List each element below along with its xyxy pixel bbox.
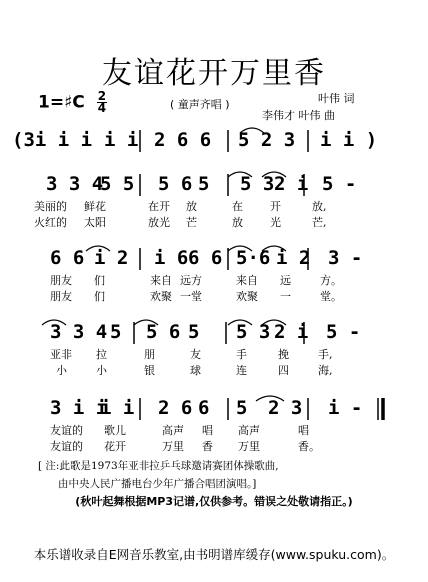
intro-measure-1: (3i i i: [12, 129, 93, 151]
lyric-4a-4: 唱: [202, 424, 213, 437]
intro-measure-4: i i ): [320, 129, 378, 151]
row1-note-6: 2 i: [274, 173, 309, 195]
lyric-4b-3: 万里: [162, 440, 184, 453]
lyric-3a-6: 挽: [278, 348, 289, 361]
lyric-1b-2: 太阳: [84, 216, 106, 229]
row1-note-2: 5 5: [100, 173, 135, 195]
time-signature-bottom: 4: [97, 101, 107, 115]
row2-note-2: i 2: [94, 247, 129, 269]
lyric-4b-1: 友谊的: [50, 440, 83, 453]
row1-note-3: 5 6: [158, 173, 193, 195]
row3-note-3: 5 6: [146, 321, 181, 343]
lyric-2a-3: 来自: [150, 274, 172, 287]
lyric-4a-5: 高声: [238, 424, 260, 437]
row4-note-1: 3 i i: [50, 397, 108, 419]
row3-note-2: 5: [110, 321, 122, 343]
lyric-1b-6: 光: [270, 216, 281, 229]
transcription-warning: (秋叶起舞根据MP3记谱,仅供参考。错误之处敬请指正。): [75, 495, 353, 508]
row3-note-1: 3 3 4: [50, 321, 108, 343]
lyric-1a-5: 在: [232, 200, 243, 213]
lyric-2a-6: 远: [280, 274, 291, 287]
lyric-4b-5: 万里: [238, 440, 260, 453]
row4-note-5: 5: [236, 397, 248, 419]
row1-note-1: 3 3 4: [46, 173, 104, 195]
lyric-3b-1: 小: [56, 364, 67, 377]
lyric-3b-4: 球: [190, 364, 201, 377]
time-signature-top: 2: [97, 89, 107, 103]
performance-style: ( 童声齐唱 ): [170, 98, 230, 111]
lyric-4a-1: 友谊的: [50, 424, 83, 437]
lyric-2a-4: 远方: [180, 274, 202, 287]
row1-note-4: 5: [198, 173, 210, 195]
lyric-4a-3: 高声: [162, 424, 184, 437]
song-title: 友谊花开万里香: [102, 56, 326, 91]
lyric-2b-3: 欢聚: [150, 290, 172, 303]
row2-note-1: 6 6: [50, 247, 85, 269]
composer-credit: 李伟才 叶伟 曲: [262, 109, 335, 122]
lyric-4a-6: 唱: [298, 424, 309, 437]
lyric-4b-4: 香: [202, 440, 213, 453]
lyric-1b-5: 放: [232, 216, 243, 229]
lyric-3b-2: 小: [96, 364, 107, 377]
row2-note-4: 6 6: [188, 247, 223, 269]
row2-note-5: 5·6: [236, 247, 271, 269]
lyric-2b-6: 一: [280, 290, 291, 303]
intro-measure-3: 5 2 3: [238, 129, 296, 151]
row2-note-3: i 6: [154, 247, 189, 269]
note-line-1: [ 注:此歌是1973年亚非拉乒乓球邀请赛团体操歌曲,: [38, 460, 279, 472]
lyric-3a-7: 手,: [318, 348, 333, 361]
lyric-1a-7: 放,: [312, 200, 327, 213]
row3-note-6: 2 i: [274, 321, 309, 343]
lyric-2a-7: 方。: [320, 274, 342, 287]
lyric-3b-5: 连: [236, 364, 247, 377]
lyric-2a-2: 们: [94, 274, 105, 287]
lyric-1a-2: 鲜花: [84, 200, 106, 213]
source-footer: 本乐谱收录自E网音乐教室,由书明谱库缓存(www.spuku.com)。: [33, 547, 395, 562]
lyric-1b-4: 芒: [186, 216, 197, 229]
lyric-1b-3: 放光: [148, 216, 170, 229]
lyric-4b-2: 花开: [104, 440, 126, 453]
lyric-2b-1: 朋友: [50, 290, 72, 303]
row1-note-7: 5 -: [322, 173, 357, 195]
intro-measure-1b: i i: [104, 129, 139, 151]
lyric-3a-1: 亚非: [50, 348, 72, 361]
lyric-2b-7: 堂。: [320, 290, 342, 303]
row4-note-7: i -: [328, 397, 363, 419]
row3-note-5: 5 3: [236, 321, 271, 343]
row3-note-4: 5: [188, 321, 200, 343]
lyric-1a-4: 放: [186, 200, 197, 213]
lyric-2a-1: 朋友: [50, 274, 72, 287]
row4-note-6: 2 3: [268, 397, 303, 419]
lyric-3a-4: 友: [190, 348, 201, 361]
lyricist-credit: 叶伟 词: [318, 92, 355, 105]
lyric-3b-7: 海,: [318, 364, 333, 377]
lyric-2b-5: 欢聚: [236, 290, 258, 303]
row2-note-7: 3 -: [328, 247, 363, 269]
row4-note-2: i i: [100, 397, 135, 419]
key-signature: 1=♯C: [38, 92, 85, 113]
row4-note-3: 2 6: [158, 397, 193, 419]
row4-note-4: 6: [198, 397, 210, 419]
lyric-1b-7: 芒,: [312, 216, 327, 229]
lyric-3a-2: 拉: [96, 348, 107, 361]
lyric-3a-5: 手: [236, 348, 247, 361]
lyric-1a-6: 开: [270, 200, 281, 213]
note-line-2: 由中央人民广播电台少年广播合唱团演唱。]: [58, 478, 257, 490]
lyric-2a-5: 来自: [236, 274, 258, 287]
lyric-3a-3: 朋: [144, 348, 155, 361]
lyric-3b-3: 银: [144, 364, 155, 377]
intro-measure-2: 2 6 6: [154, 129, 212, 151]
lyric-2b-4: 一堂: [180, 290, 202, 303]
lyric-4b-6: 香。: [298, 440, 320, 453]
lyric-2b-2: 们: [94, 290, 105, 303]
lyric-1b-1: 火红的: [34, 216, 67, 229]
lyric-1a-1: 美丽的: [34, 200, 67, 213]
row3-note-7: 5 -: [326, 321, 361, 343]
row2-note-6: i 2: [276, 247, 311, 269]
lyric-3b-6: 四: [278, 364, 289, 377]
row1-note-5: 5 3: [240, 173, 275, 195]
lyric-1a-3: 在开: [148, 200, 170, 213]
lyric-4a-2: 歌儿: [104, 424, 126, 437]
